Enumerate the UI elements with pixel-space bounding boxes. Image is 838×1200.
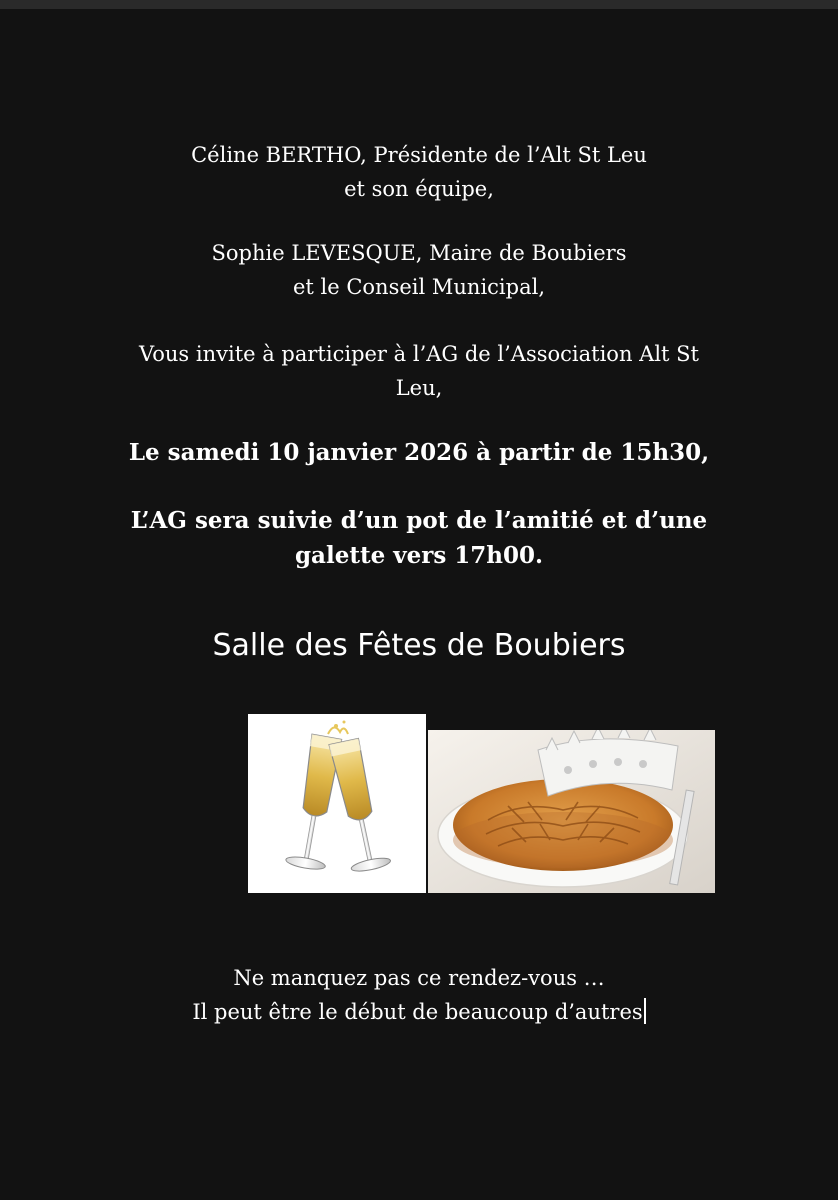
- followup-line-1: L’AG sera suivie d’un pot de l’amitié et d’une: [130, 507, 708, 534]
- date-line: Le samedi 10 janvier 2026 à partir de 15h30,: [128, 439, 710, 466]
- closing-line-2-wrapper: [0, 996, 838, 1028]
- champagne-glasses-image: [248, 714, 426, 893]
- followup-line-2: galette vers 17h00.: [294, 542, 544, 569]
- invite-line: Vous invite à participer à l’AG de l’Association Alt St: [139, 342, 699, 366]
- president-line: Céline BERTHO, Présidente de l’Alt St Leu: [191, 143, 647, 167]
- venue-title: Salle des Fêtes de Boubiers: [212, 628, 626, 663]
- team-line: et son équipe,: [344, 177, 494, 201]
- text-cursor-icon: [644, 998, 646, 1024]
- council-line: et le Conseil Municipal,: [292, 275, 545, 299]
- champagne-glasses-icon: [248, 714, 426, 893]
- closing-line-2: Il peut être le début de beaucoup d’autres: [192, 1000, 643, 1024]
- galette-image: [428, 730, 715, 893]
- mayor-line: Sophie LEVESQUE, Maire de Boubiers: [211, 241, 627, 265]
- galette-icon: [428, 730, 715, 893]
- invite-line-continued: Leu,: [395, 376, 443, 400]
- closing-line-1: Ne manquez pas ce rendez-vous …: [233, 966, 605, 990]
- top-edge-bar: [0, 0, 838, 9]
